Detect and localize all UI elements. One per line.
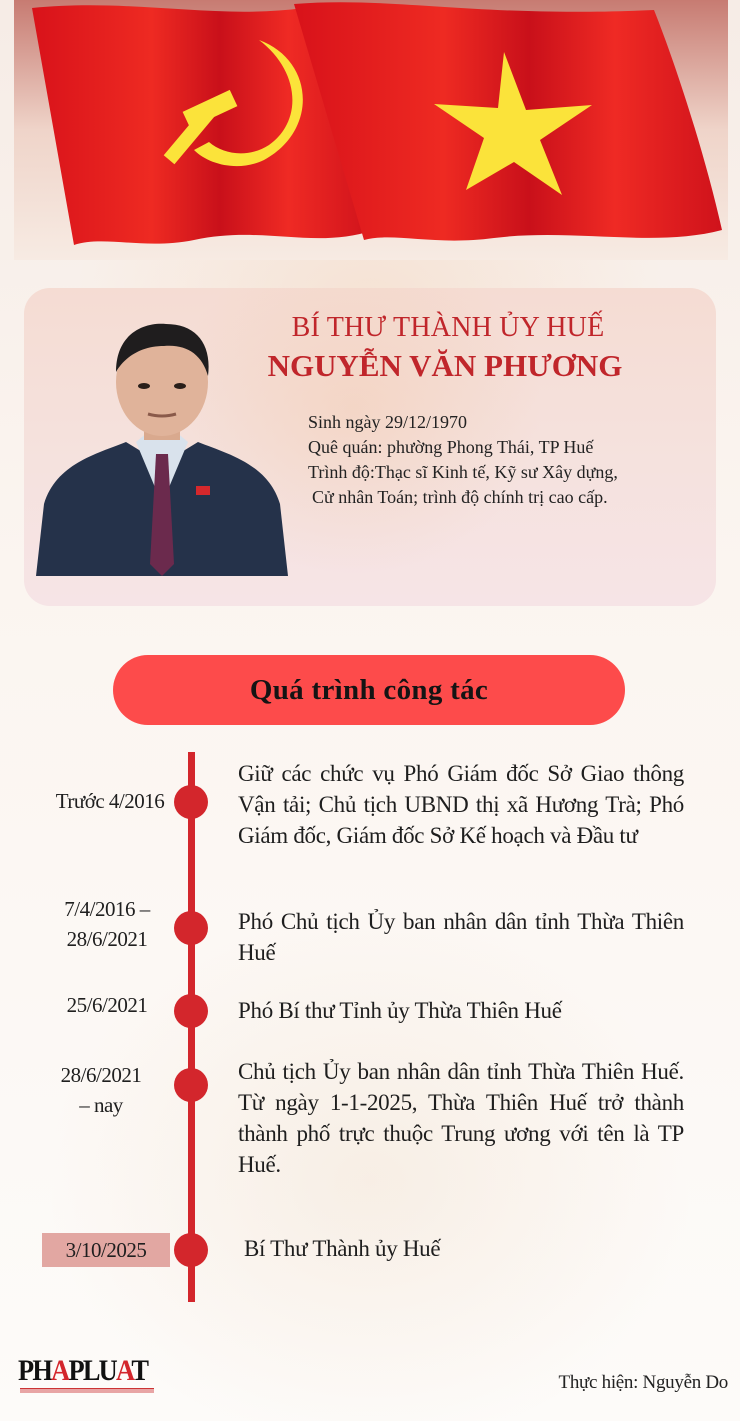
timeline-dot-icon — [174, 1233, 208, 1267]
flags-banner — [14, 0, 728, 260]
timeline-date: Trước 4/2016 — [55, 789, 165, 813]
timeline-date-highlighted: 3/10/2025 — [42, 1233, 170, 1267]
logo-text: PHAPLUAT — [18, 1354, 148, 1387]
timeline-date: 7/4/2016 – 28/6/2021 — [64, 897, 150, 951]
flags-illustration — [14, 0, 728, 260]
timeline-text: Bí Thư Thành ủy Huế — [244, 1236, 441, 1261]
profile-bio — [308, 410, 728, 510]
bio-birthdate: Sinh ngày 29/12/1970 — [308, 412, 468, 432]
timeline-dot-icon — [174, 785, 208, 819]
section-heading: Quá trình công tác — [249, 673, 489, 706]
profile-name: NGUYỄN VĂN PHƯƠNG — [267, 348, 623, 383]
timeline-date: 28/6/2021 – nay — [60, 1063, 142, 1117]
timeline-date: 25/6/2021 — [66, 993, 148, 1017]
timeline-text: Phó Chủ tịch Ủy ban nhân dân tỉnh Thừa Thiên Huế — [238, 909, 684, 965]
timeline-text: Chủ tịch Ủy ban nhân dân tỉnh Thừa Thiên Huế. Từ ngày 1-1-2025, Thừa Thiên Huế trở thành thành phố trực thuộc Trung ương với tên là TP Huế. — [238, 1059, 684, 1177]
bio-hometown: Quê quán: phường Phong Thái, TP Huế — [308, 437, 594, 457]
timeline-text: Phó Bí thư Tỉnh ủy Thừa Thiên Huế — [238, 998, 562, 1023]
section-heading-pill — [113, 655, 625, 725]
timeline-text: Giữ các chức vụ Phó Giám đốc Sở Giao thông Vận tải; Chủ tịch UBND thị xã Hương Trà; Phó Giám đốc, Giám đốc Sở Kế hoạch và Đầu tư — [238, 761, 684, 848]
timeline-dot-icon — [174, 1068, 208, 1102]
timeline-dot-icon — [174, 994, 208, 1028]
profile-title: BÍ THƯ THÀNH ỦY HUẾ — [291, 312, 605, 343]
logo-underline — [20, 1388, 154, 1393]
phapluat-logo[interactable] — [18, 1356, 156, 1394]
bio-education-cont: Cử nhân Toán; trình độ chính trị cao cấp. — [312, 487, 608, 507]
credit-text: Thực hiện: Nguyễn Do — [558, 1372, 728, 1393]
timeline-dot-icon — [174, 911, 208, 945]
bio-education: Trình độ:Thạc sĩ Kinh tế, Kỹ sư Xây dựng, — [308, 462, 618, 482]
profile-card — [24, 288, 716, 606]
